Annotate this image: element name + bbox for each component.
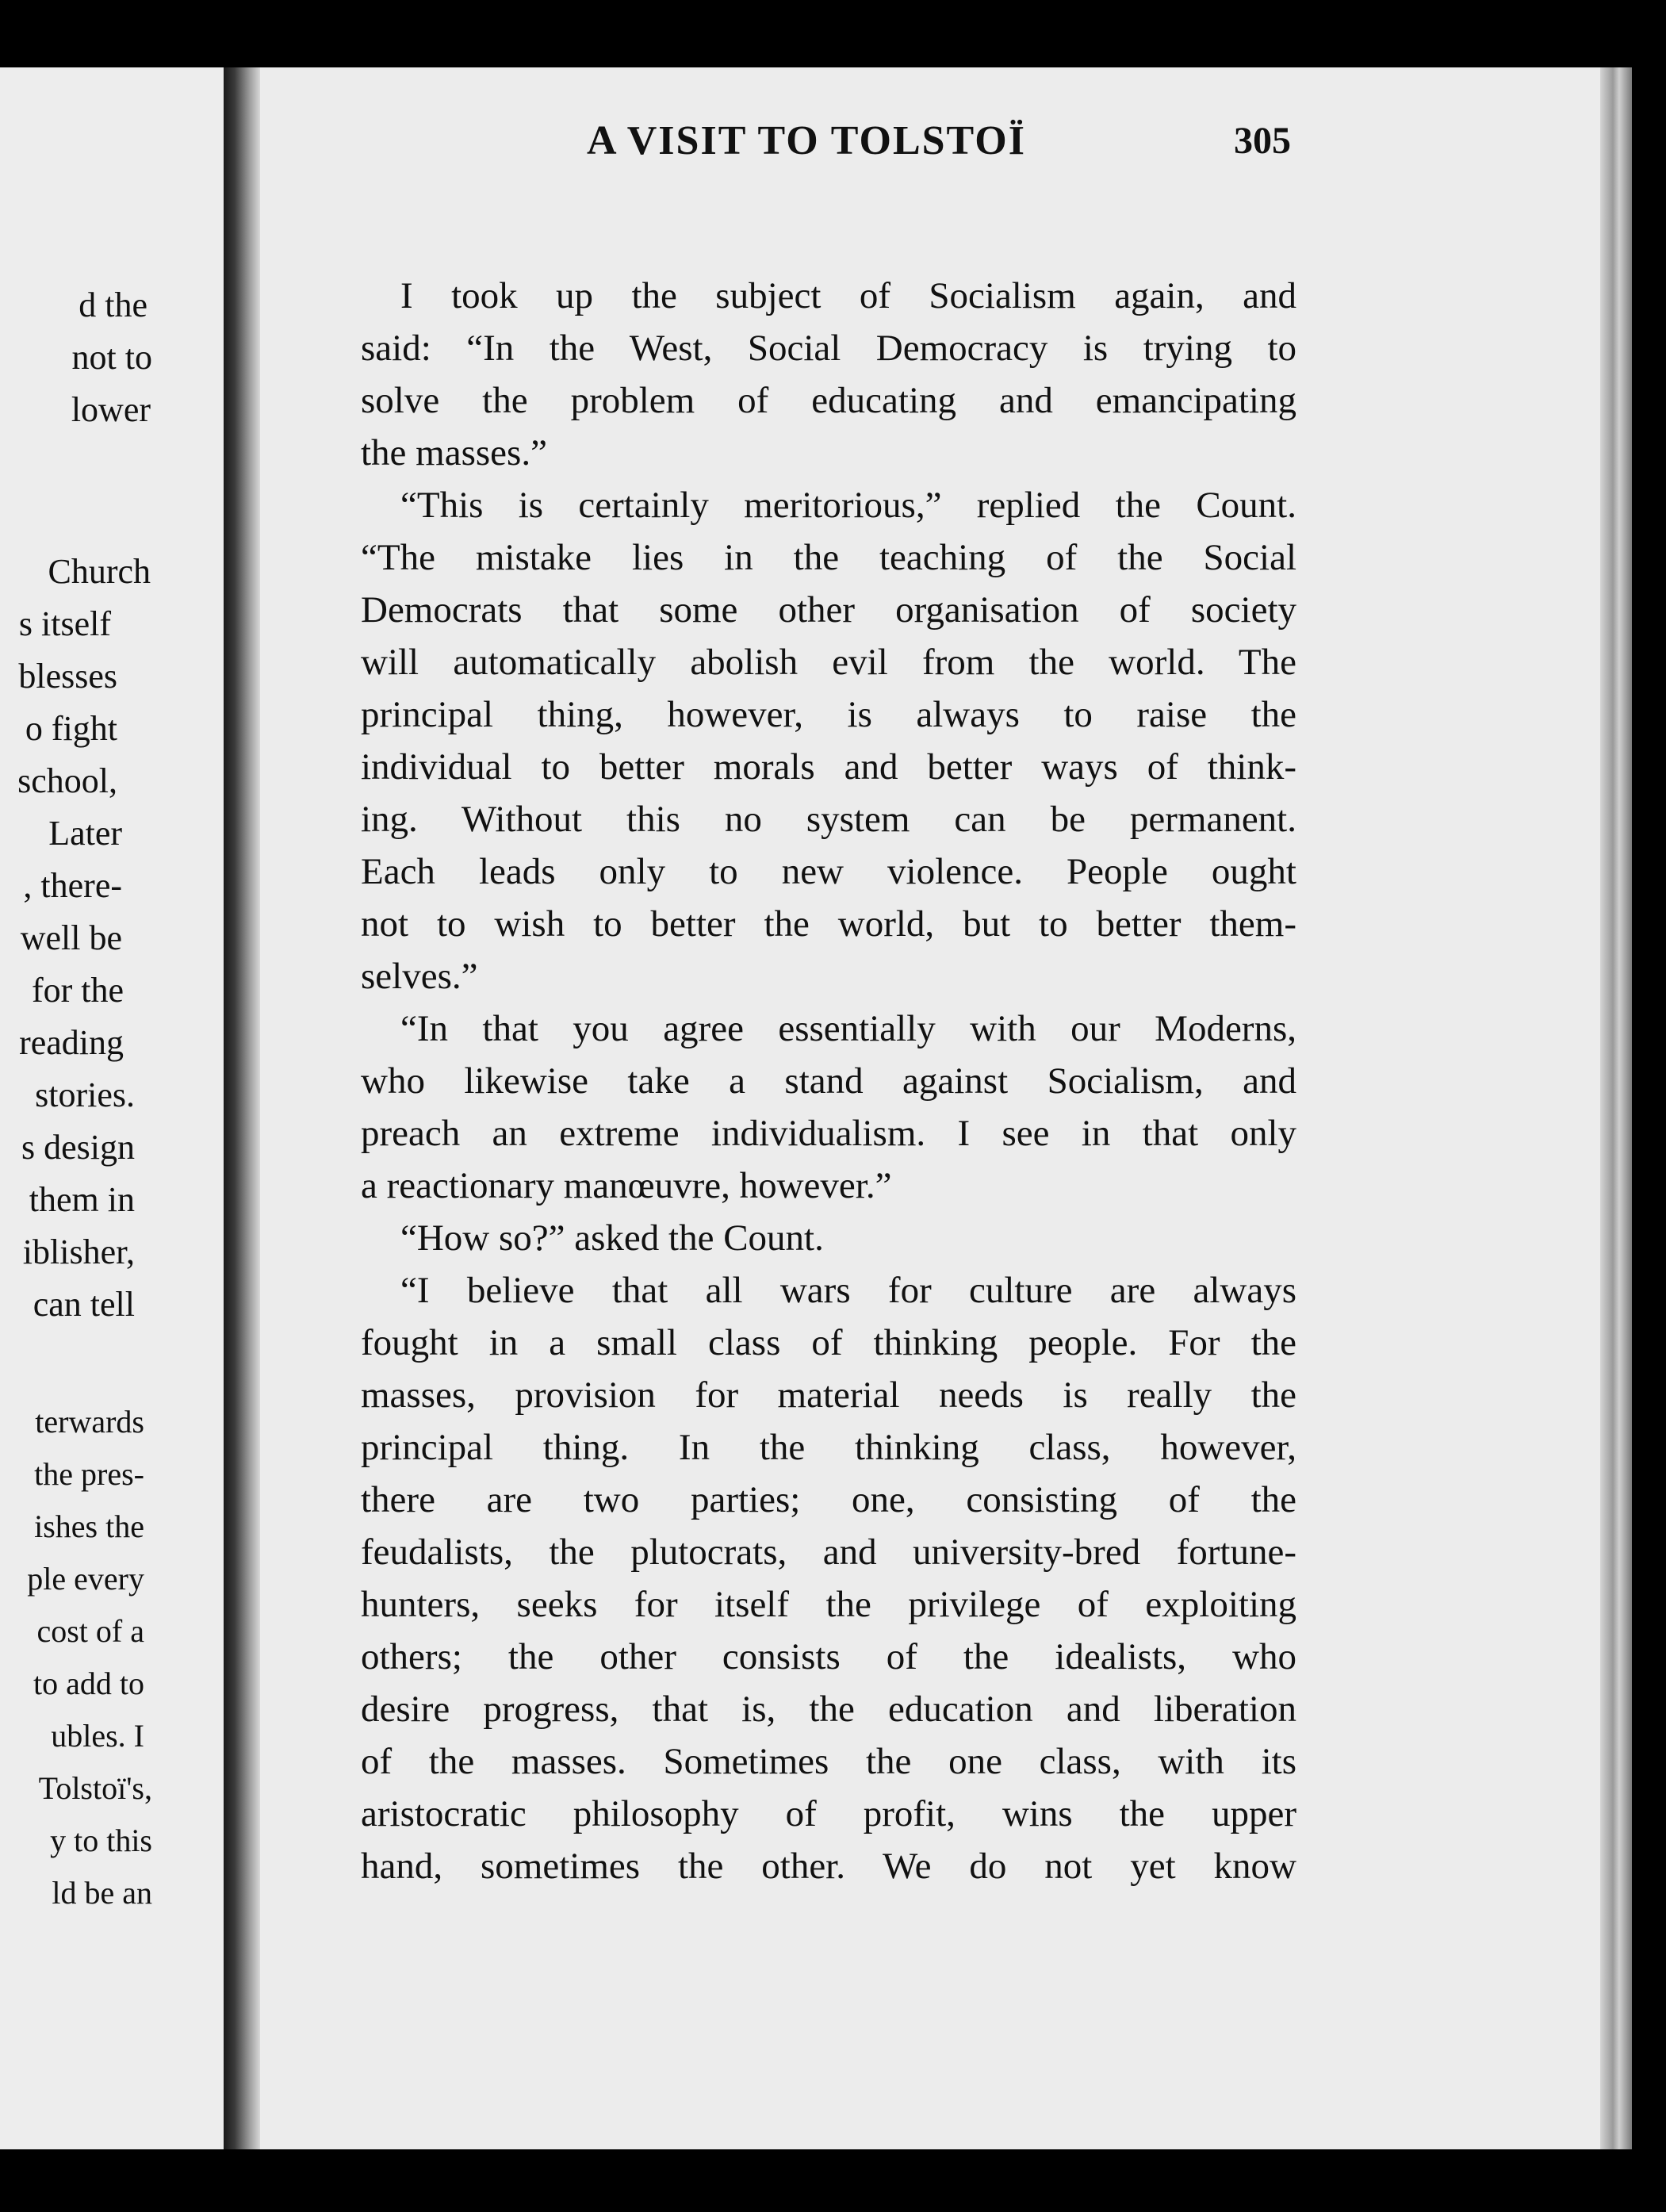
facing-line: them in <box>29 1180 135 1219</box>
facing-line: can tell <box>33 1285 135 1324</box>
facing-line: blesses <box>18 657 117 696</box>
text-line: masses, provision for material needs is really the <box>361 1374 1296 1416</box>
text-line: “I believe that all wars for culture are always <box>400 1270 1296 1311</box>
facing-line: lower <box>71 390 151 429</box>
facing-line: , there- <box>23 866 122 905</box>
facing-line: cost of a <box>36 1613 144 1649</box>
text-line: “In that you agree essentially with our Moderns, <box>400 1008 1296 1049</box>
text-line: desire progress, that is, the education and liberation <box>361 1689 1296 1730</box>
text-line: ing. Without this no system can be permanent. <box>361 799 1296 840</box>
facing-line: for the <box>31 971 124 1010</box>
text-line: hunters, seeks for itself the privilege of exploiting <box>361 1584 1296 1625</box>
facing-line: terwards <box>35 1404 144 1440</box>
facing-line: ple every <box>27 1561 144 1597</box>
page-number: 305 <box>1234 120 1291 162</box>
text-line: fought in a small class of thinking people. For the <box>361 1322 1296 1363</box>
facing-line: d the <box>79 286 147 324</box>
facing-line: ld be an <box>52 1875 152 1911</box>
text-line: feudalists, the plutocrats, and university-bred fortune- <box>361 1532 1296 1573</box>
text-line: a reactionary manœuvre, however.” <box>361 1165 892 1206</box>
text-line: there are two parties; one, consisting of the <box>361 1479 1296 1520</box>
facing-line: not to <box>71 338 152 377</box>
text-line: I took up the subject of Socialism again, and <box>400 275 1296 316</box>
text-line: of the masses. Sometimes the one class, with its <box>361 1741 1296 1782</box>
text-line: hand, sometimes the other. We do not yet know <box>361 1846 1296 1887</box>
facing-line: Tolstoï's, <box>38 1770 152 1806</box>
facing-page-left <box>0 67 224 2149</box>
facing-line: the pres- <box>34 1456 144 1492</box>
facing-line: s design <box>21 1128 135 1167</box>
facing-line: Church <box>48 552 151 591</box>
text-line: “How so?” asked the Count. <box>400 1217 824 1259</box>
text-line: preach an extreme individualism. I see in that only <box>361 1113 1296 1154</box>
facing-line: reading <box>19 1023 124 1062</box>
text-line: “This is certainly meritorious,” replied the Count. <box>400 485 1296 526</box>
facing-line: school, <box>17 761 117 800</box>
text-line: solve the problem of educating and emancipating <box>361 380 1296 421</box>
facing-line: y to this <box>50 1823 152 1858</box>
text-line: selves.” <box>361 956 478 997</box>
facing-line: s itself <box>18 604 111 643</box>
facing-line: stories. <box>35 1075 135 1114</box>
text-line: said: “In the West, Social Democracy is trying to <box>361 328 1296 369</box>
text-line: principal thing. In the thinking class, however, <box>361 1427 1296 1468</box>
facing-line: ishes the <box>34 1509 144 1544</box>
text-line: aristocratic philosophy of profit, wins the upper <box>361 1793 1296 1834</box>
facing-line: iblisher, <box>22 1233 135 1271</box>
text-line: others; the other consists of the idealists, who <box>361 1636 1296 1677</box>
text-line: Democrats that some other organisation of society <box>361 589 1296 631</box>
text-line: Each leads only to new violence. People ought <box>361 851 1296 892</box>
facing-line: to add to <box>33 1666 144 1701</box>
text-line: not to wish to better the world, but to better them- <box>361 903 1296 945</box>
facing-line: well be <box>20 918 122 957</box>
running-title: A VISIT TO TOLSTOÏ <box>587 118 1026 163</box>
facing-line: Later <box>48 814 122 853</box>
text-line: individual to better morals and better ways of think- <box>361 746 1296 788</box>
book-gutter <box>224 67 260 2149</box>
page-edge <box>1600 67 1632 2149</box>
text-line: the masses.” <box>361 432 547 473</box>
facing-line: ubles. I <box>51 1718 144 1754</box>
text-line: principal thing, however, is always to raise the <box>361 694 1296 735</box>
text-line: who likewise take a stand against Socialism, and <box>361 1060 1296 1102</box>
text-line: will automatically abolish evil from the world. The <box>361 642 1296 683</box>
facing-line: o fight <box>25 709 117 748</box>
text-line: “The mistake lies in the teaching of the Social <box>361 537 1296 578</box>
